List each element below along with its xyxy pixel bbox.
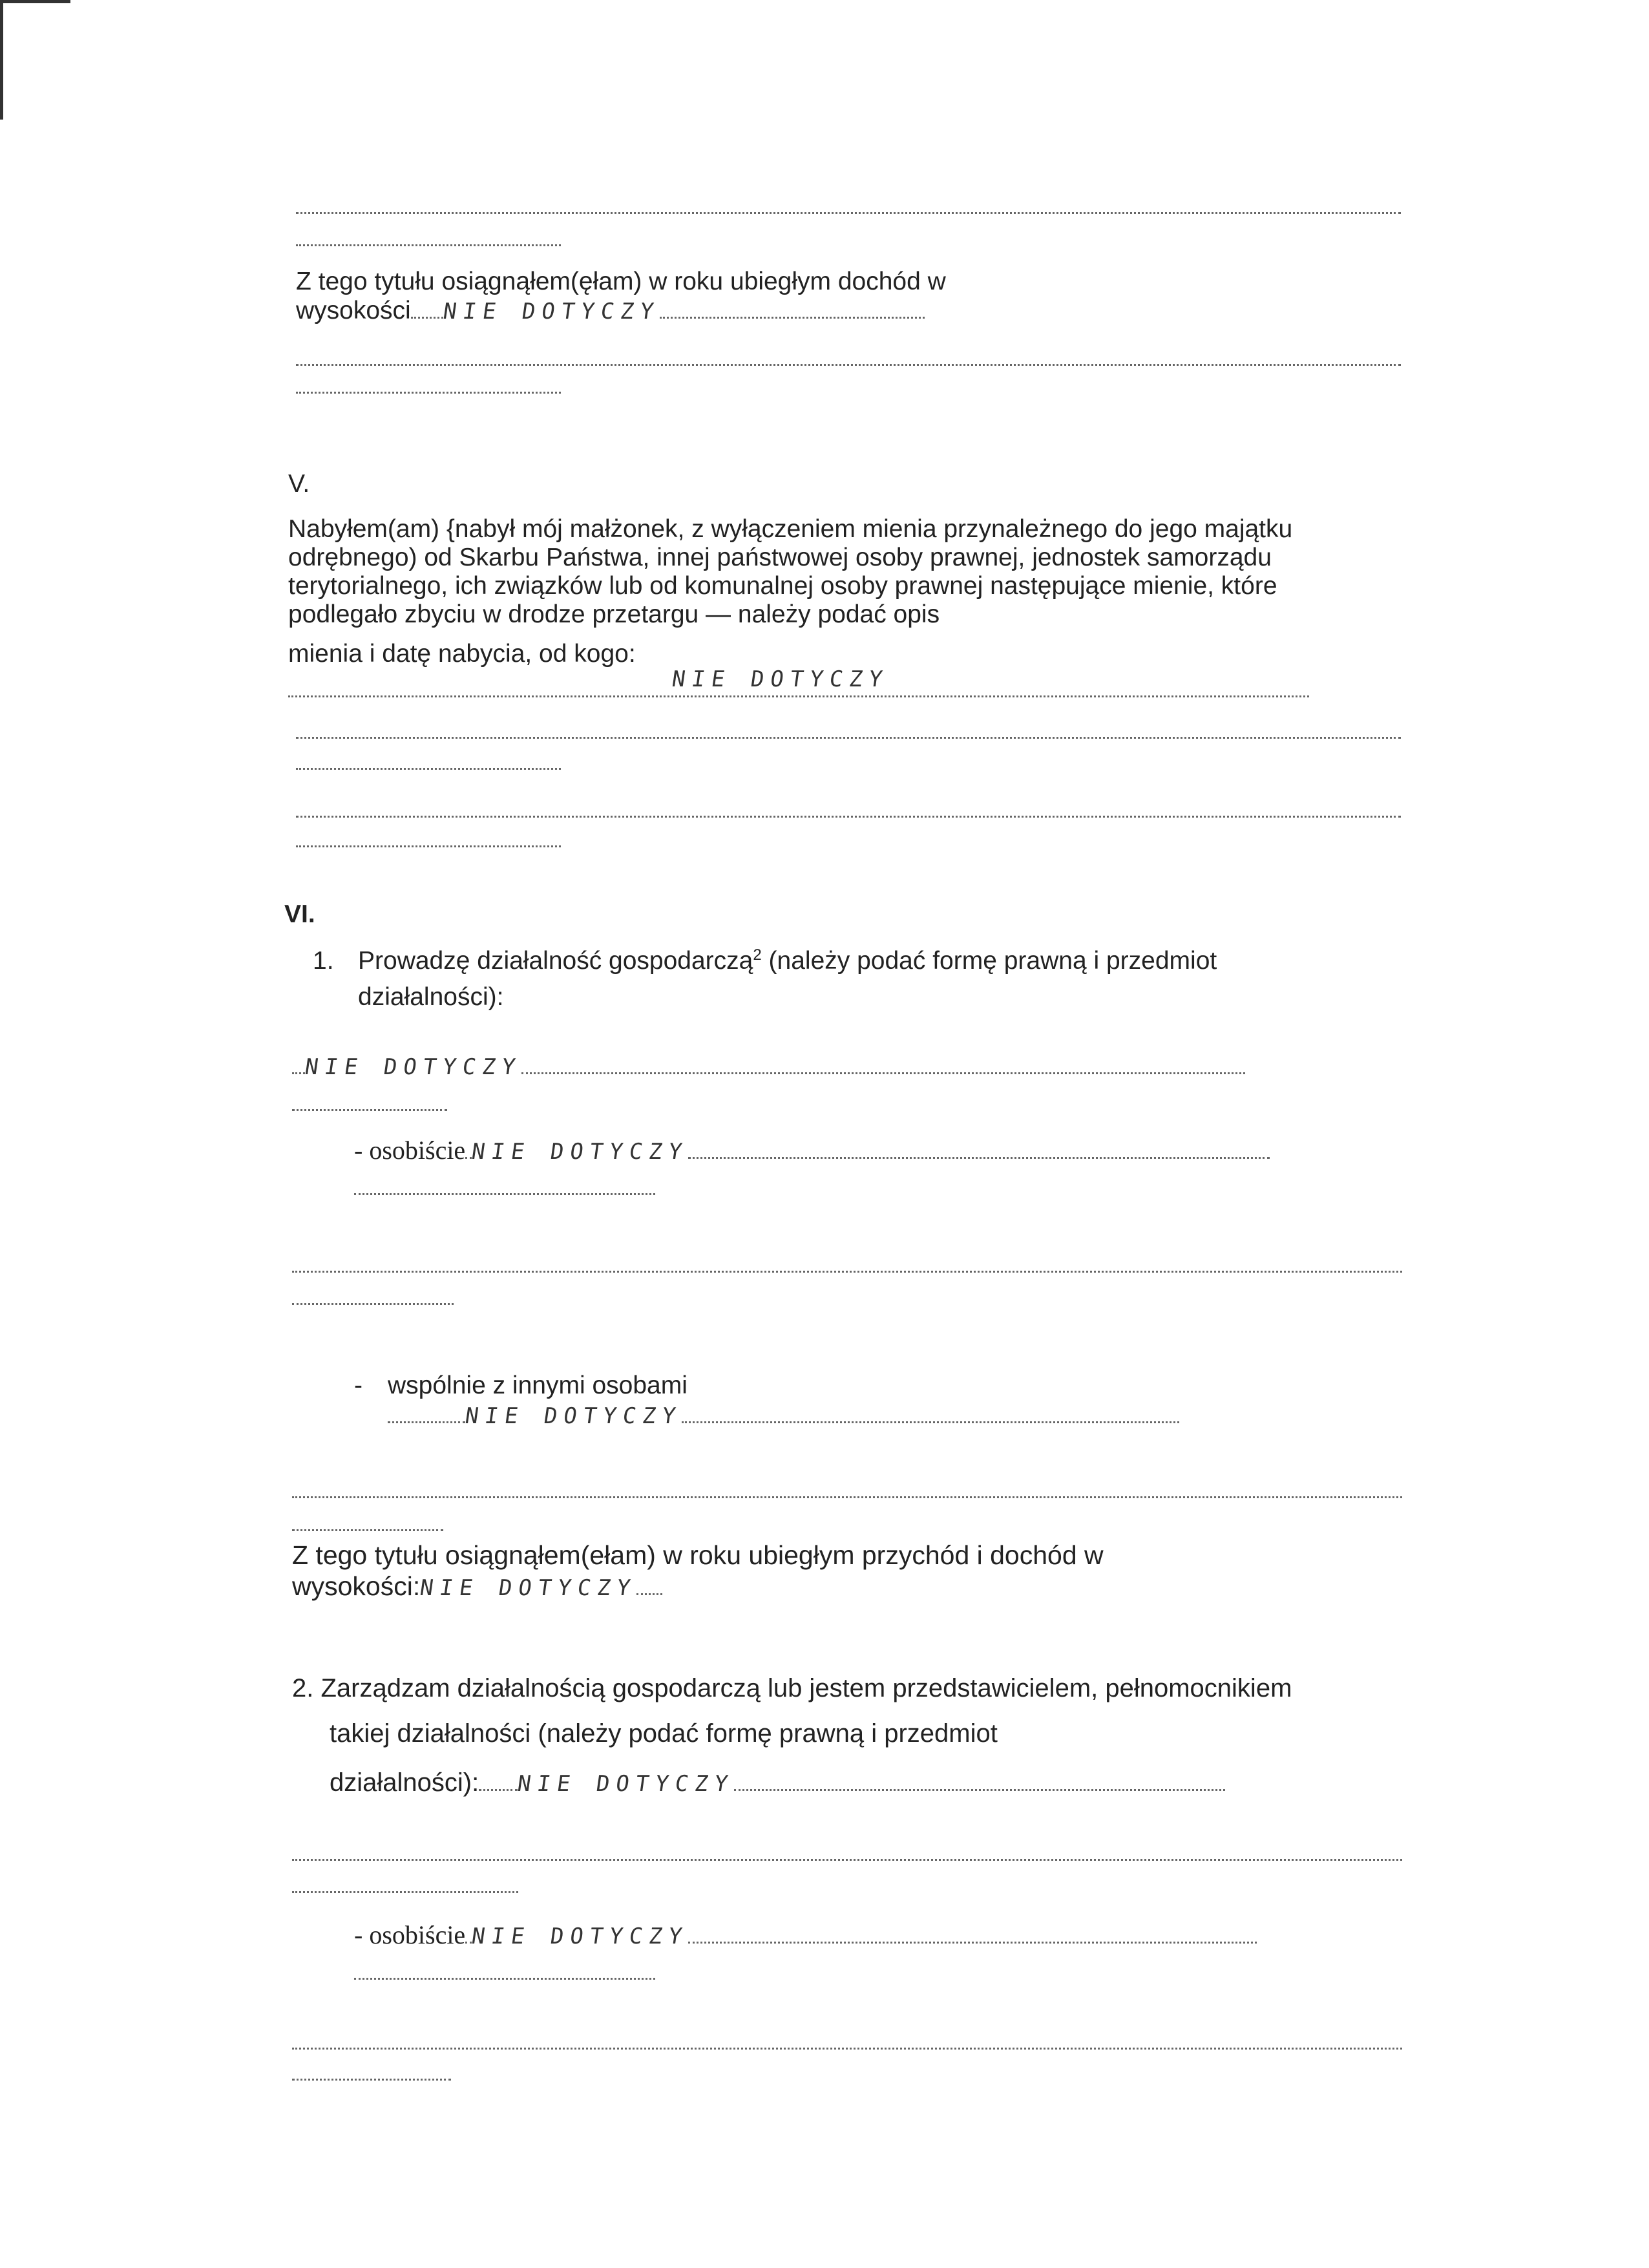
dotted-line: [296, 244, 561, 246]
osobiscie-label: - osobiście: [354, 1920, 466, 1949]
wspolnie-dash: -: [354, 1372, 362, 1399]
dotted-line: [292, 1891, 518, 1893]
item2-line3: działalności): NIE DOTYCZY: [330, 1768, 1225, 1798]
handwritten-answer: NIE DOTYCZY: [441, 299, 662, 324]
dotted-line: [354, 1193, 655, 1195]
handwritten-answer: NIE DOTYCZY: [670, 666, 890, 692]
item1-line2: działalności):: [358, 983, 504, 1011]
dotted-line: [292, 2048, 1402, 2050]
income2-line2: wysokości:NIE DOTYCZY: [292, 1572, 662, 1602]
dotted-line: [292, 1303, 454, 1305]
dotted-line: [296, 845, 561, 847]
handwritten-answer: NIE DOTYCZY: [516, 1771, 737, 1797]
income-text-line1: Z tego tytułu osiągnąłem(ęłam) w roku ubiegłym dochód w: [296, 268, 946, 295]
handwritten-answer: NIE DOTYCZY: [463, 1403, 684, 1429]
section-v-paragraph-line1: Nabyłem(am) {nabył mój małżonek, z wyłączeniem mienia przynależnego do jego majątku: [288, 515, 1293, 543]
section-v-paragraph-line3: terytorialnego, ich związków lub od komunalnej osoby prawnej następujące mienie, które: [288, 572, 1277, 600]
dotted-line: [296, 737, 1401, 739]
dotted-line: [292, 1496, 1402, 1498]
section-v-paragraph-line5: mienia i datę nabycia, od kogo:: [288, 640, 636, 668]
income-label: wysokości: [296, 297, 411, 324]
dotted-line: [292, 2079, 451, 2081]
dotted-line: [288, 695, 1309, 697]
section-v-heading: V.: [288, 470, 310, 498]
dotted-line: [292, 1271, 1402, 1273]
handwritten-answer: NIE DOTYCZY: [470, 1139, 691, 1165]
osobiscie-line-2: [354, 1921, 1257, 1951]
item1-answer-line: [292, 1052, 1245, 1081]
dotted-line: [296, 816, 1401, 818]
footnote-marker: 2: [753, 946, 762, 964]
item1-line1: Prowadzę działalność gospodarczą$^2$ (należy podać formę prawną i przedmiot: [358, 946, 1217, 975]
item1-number: 1.: [313, 947, 334, 975]
dotted-line: [292, 1109, 447, 1111]
dotted-line: [292, 1529, 443, 1531]
section-v-paragraph-line4: podlegało zbyciu w drodze przetargu — należy podać opis: [288, 600, 940, 628]
osobiscie-line: [354, 1136, 1270, 1166]
income-text-line2: [296, 297, 925, 326]
dotted-line: [354, 1978, 655, 1980]
item2-line1: 2. Zarządzam działalnością gospodarczą lub jestem przedstawicielem, pełnomocnikiem: [292, 1674, 1292, 1702]
section-vi-heading: VI.: [284, 900, 315, 928]
section-v-paragraph-line2: odrębnego) od Skarbu Państwa, innej państwowej osoby prawnej, jednostek samorządu: [288, 544, 1272, 571]
osobiscie-label: - osobiście: [354, 1136, 466, 1165]
handwritten-answer: NIE DOTYCZY: [303, 1054, 523, 1080]
dotted-line: [296, 768, 561, 770]
scan-corner-mark: [0, 0, 70, 120]
income2-line1: Z tego tytułu osiągnąłem(ełam) w roku ubiegłym przychód i dochód w: [292, 1540, 1104, 1570]
wspolnie-answer-line: [388, 1401, 1179, 1430]
dotted-line: [296, 364, 1401, 366]
wspolnie-label: wspólnie z innymi osobami: [388, 1372, 688, 1399]
item2-line2: takiej działalności (należy podać formę prawną i przedmiot: [330, 1719, 998, 1748]
dotted-line: [292, 1859, 1402, 1861]
dotted-line: [296, 212, 1401, 214]
handwritten-answer: NIE DOTYCZY: [418, 1575, 639, 1601]
dotted-line: [296, 392, 561, 394]
handwritten-answer: NIE DOTYCZY: [470, 1924, 691, 1949]
